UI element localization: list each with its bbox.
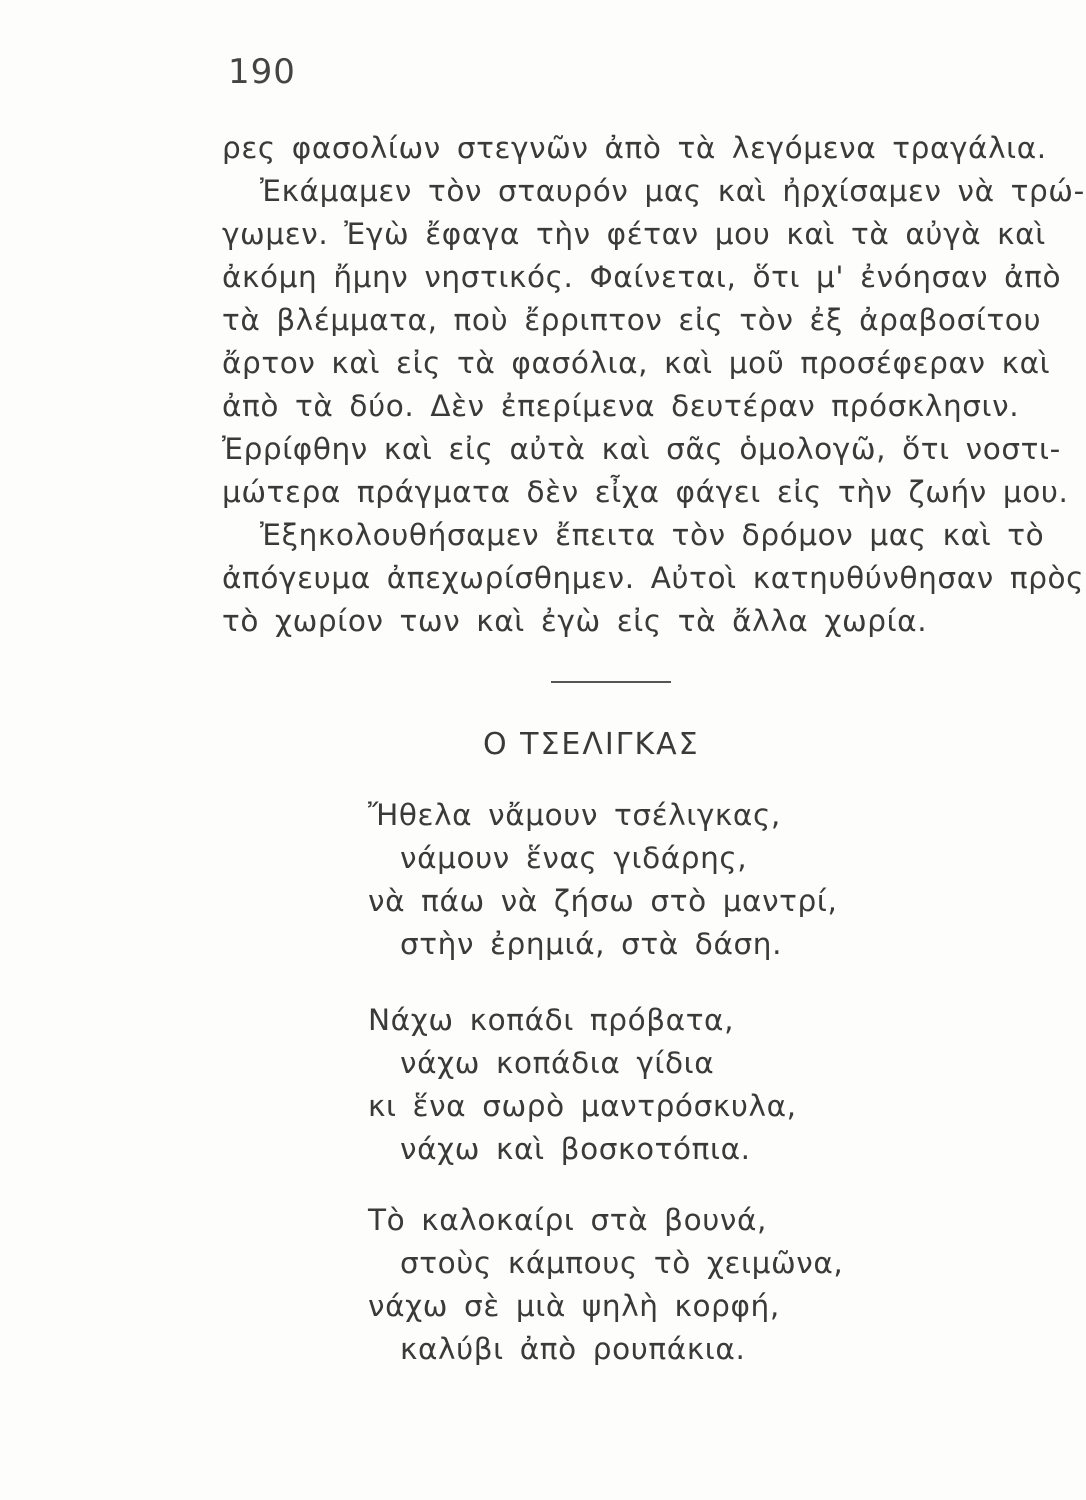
verse-line: Ἤθελα νἄμουν τσέλιγκας, (368, 798, 781, 832)
prose-line: τὰ βλέμματα, ποὺ ἔρριπτον εἰς τὸν ἐξ ἀραβοσίτου (222, 303, 1042, 337)
verse-line: στοὺς κάμπους τὸ χειμῶνα, (400, 1246, 844, 1280)
prose-line: ἀκόμη ἤμην νηστικός. Φαίνεται, ὅτι μ' ἐνόησαν ἀπὸ (222, 260, 1062, 294)
verse-line: κι ἕνα σωρὸ μαντρόσκυλα, (368, 1089, 797, 1123)
verse-line: νάμουν ἕνας γιδάρης, (400, 841, 748, 875)
verse-line: στὴν ἐρημιά, στὰ δάση. (400, 927, 783, 961)
verse-line: νάχω καὶ βοσκοτόπια. (400, 1132, 751, 1166)
prose-line: Ἐρρίφθην καὶ εἰς αὐτὰ καὶ σᾶς ὁμολογῶ, ὅτι νοστι- (222, 432, 1061, 466)
prose-line: Ἐξηκολουθήσαμεν ἔπειτα τὸν δρόμον μας καὶ τὸ (260, 518, 1045, 552)
prose-line: ἄρτον καὶ εἰς τὰ φασόλια, καὶ μοῦ προσέφεραν καὶ (222, 346, 1051, 380)
prose-line: ρες φασολίων στεγνῶν ἀπὸ τὰ λεγόμενα τραγάλια. (222, 131, 1047, 165)
section-divider (551, 681, 671, 683)
prose-line: ἀπὸ τὰ δύο. Δὲν ἐπερίμενα δευτέραν πρόσκλησιν. (222, 389, 1020, 423)
verse-line: Τὸ καλοκαίρι στὰ βουνά, (368, 1203, 768, 1237)
page-number: 190 (228, 52, 296, 92)
verse-line: νὰ πάω νὰ ζήσω στὸ μαντρί, (368, 884, 838, 918)
prose-line: μώτερα πράγματα δὲν εἶχα φάγει εἰς τὴν ζωήν μου. (222, 475, 1069, 509)
prose-line: Ἐκάμαμεν τὸν σταυρόν μας καὶ ἠρχίσαμεν νὰ τρώ- (260, 174, 1085, 208)
prose-line: ἀπόγευμα ἀπεχωρίσθημεν. Αὐτοὶ κατηυθύνθησαν πρὸς (222, 561, 1085, 595)
verse-line: καλύβι ἀπὸ ρουπάκια. (400, 1332, 746, 1366)
verse-line: νάχω κοπάδια γίδια (400, 1046, 715, 1080)
prose-line: γωμεν. Ἐγὼ ἔφαγα τὴν φέταν μου καὶ τὰ αὐγὰ καὶ (222, 217, 1046, 251)
verse-line: Νάχω κοπάδι πρόβατα, (368, 1003, 735, 1037)
verse-line: νάχω σὲ μιὰ ψηλὴ κορφή, (368, 1289, 780, 1323)
poem-title: Ο ΤΣΕΛΙΓΚΑΣ (483, 727, 700, 762)
prose-line: τὸ χωρίον των καὶ ἐγὼ εἰς τὰ ἄλλα χωρία. (222, 604, 928, 638)
